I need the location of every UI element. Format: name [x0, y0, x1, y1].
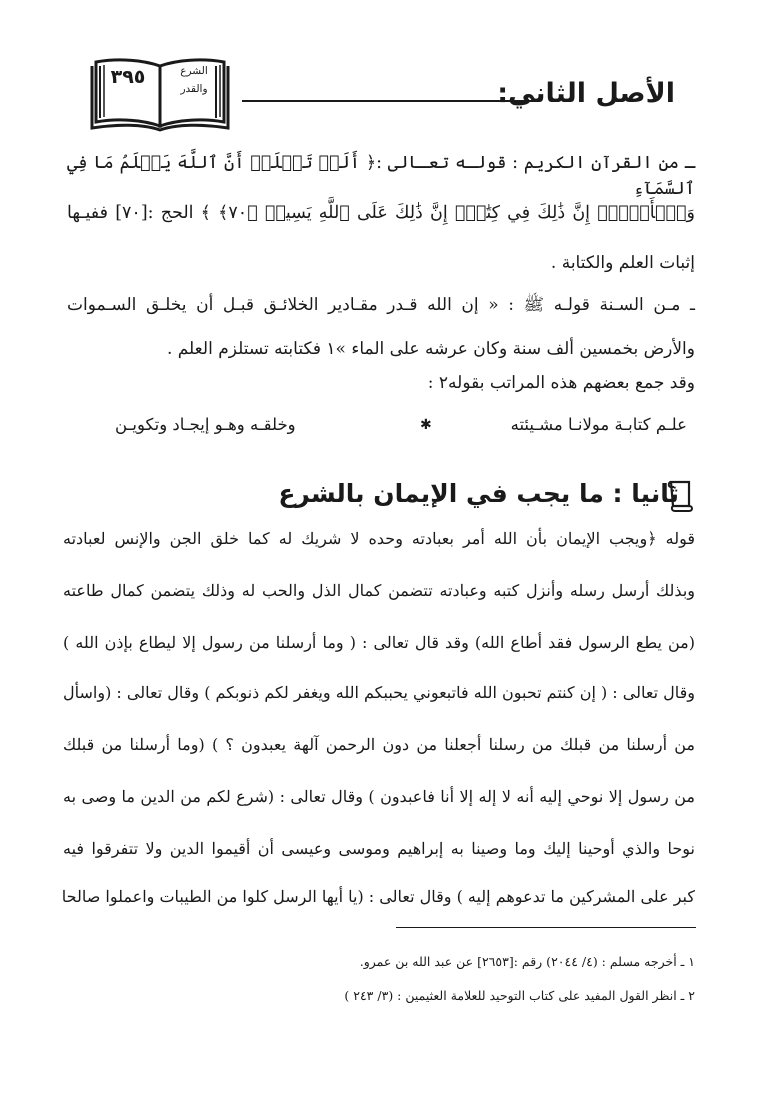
- text-line: والأرض بخمسين ألف سنة وكان عرشه على الماء »١ فكتابته تستلزم العلم .: [166, 339, 695, 359]
- text-line: كبر على المشركين ما تدعوهم إليه ) وقال تعالى : (يا أيها الرسل كلوا من الطيبات واعملوا صالحا: [61, 887, 695, 906]
- text-line: وقد جمع بعضهم هذه المراتب بقوله٢ :: [427, 373, 695, 393]
- poem-separator: ✱: [420, 417, 432, 433]
- poem-hemistich-2: وخلقـه وهـو إيجـاد وتكويـن: [115, 415, 296, 434]
- chapter-title: الأصل الثاني:: [497, 78, 675, 109]
- text-line: ـ من القرآن الكريم : قولـه تعـالى :﴿ أَلَمۡ تَعۡلَمۡ أَنَّ ٱللَّهَ يَعۡلَمُ مَا فِي ٱلسَّمَآءِ: [67, 153, 695, 199]
- page-number: ٣٩٥: [110, 66, 146, 88]
- text-line: وقال تعالى : ( إن كنتم تحبون الله فاتبعوني يحببكم الله ويغفر لكم ذنوبكم ) وقال تعالى : (واسأل: [63, 683, 695, 702]
- header-rule: [242, 100, 540, 102]
- poem-verse: [107, 410, 687, 440]
- text-line: نوحا والذي أوحينا إليك وما وصينا به إبراهيم وموسى وعيسى أن أقيموا الدين ولا تتفرقوا فيه: [63, 839, 695, 858]
- text-line: قوله ﴿ويجب الإيمان بأن الله أمر بعبادته وحده لا شريك له كما خلق الجن والإنس لعبادته: [63, 529, 695, 548]
- book-label-line-1: الشرع: [180, 65, 208, 77]
- text-line: وبذلك أرسل رسله وأنزل كتبه وعبادته تتضمن كمال الذل والحب له وذلك يتضمن كمال طاعته: [63, 581, 695, 600]
- book-label: [168, 62, 220, 98]
- text-line: من أرسلنا من قبلك من رسلنا أجعلنا من دون الرحمن آلهة يعبدون ؟ ) (وما أرسلنا من قبلك: [63, 735, 695, 754]
- text-line: (من يطع الرسول فقد أطاع الله) وقد قال تعالى : ( وما أرسلنا من رسول إلا ليطاع بإذن الله ): [63, 633, 695, 652]
- text-line: من رسول إلا نوحي إليه أنه لا إله إلا أنا فاعبدون ) وقال تعالى : (شرع لكم من الدين ما وصى به: [63, 787, 695, 806]
- footnote-1: ١ ـ أخرجه مسلم : (٤/ ٢٠٤٤) رقم :[٢٦٥٣] عن عبد الله بن عمرو.: [359, 954, 695, 969]
- book-label-line-2: والقدر: [180, 83, 208, 95]
- section-heading: ثانيا : ما يجب في الإيمان بالشرع: [278, 479, 679, 508]
- footnote-2: ٢ ـ انظر القول المفيد على كتاب التوحيد للعلامة العثيمين : (٣/ ٢٤٣ ): [344, 988, 695, 1003]
- footnote-divider: [396, 927, 696, 928]
- text-line: ـ مـن السـنة قولـه ﷺ : « إن الله قـدر مقـادير الخلائـق قبـل أن يخلـق السـموات: [67, 295, 695, 315]
- text-line: إثبات العلم والكتابة .: [550, 253, 695, 273]
- poem-hemistich-1: علـم كتابـة مولانـا مشـيئته: [510, 415, 687, 434]
- text-line: وَٱلۡأَرۡضِۚ إِنَّ ذَٰلِكَ فِي كِتَٰبٍۚ إِنَّ ذَٰلِكَ عَلَى ٱللَّهِ يَسِيرٞ ﴿٧٠﴾ ﴾ الحج :[٧٠] ففيـها: [67, 203, 695, 223]
